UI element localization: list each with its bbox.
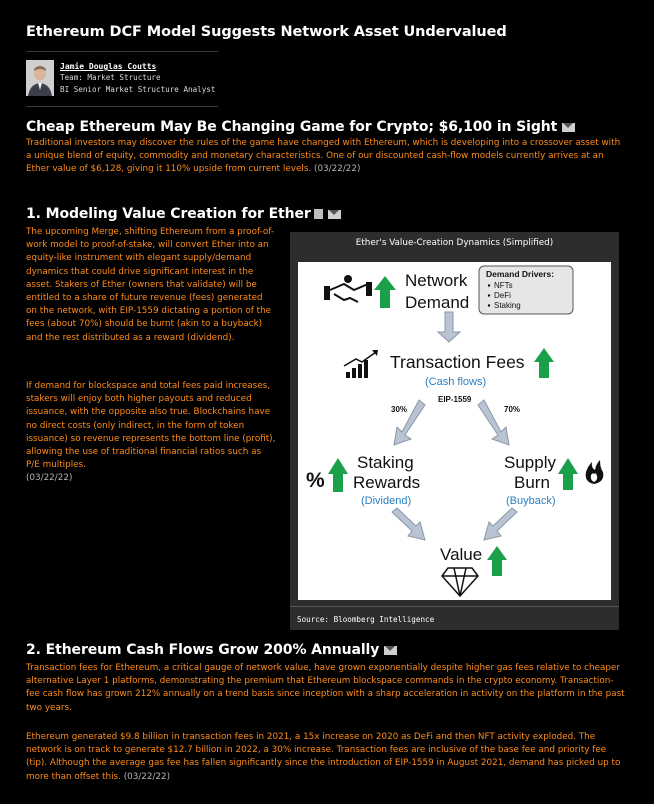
converge-right-arrow-icon: [484, 508, 517, 540]
bar-chart-icon: [344, 350, 378, 378]
headline-date: (03/22/22): [314, 164, 361, 175]
split-right-pct: 70%: [504, 405, 521, 414]
headline-title: Cheap Ethereum May Be Changing Game for Crypto; $6,100 in Sight: [26, 119, 575, 135]
network-demand-up-arrow-icon: [374, 276, 396, 308]
dividend-label: (Dividend): [361, 495, 412, 507]
section2-title: 2. Ethereum Cash Flows Grow 200% Annually: [26, 642, 397, 658]
supply-label-1: Supply: [504, 453, 556, 472]
supply-up-arrow-icon: [558, 458, 578, 490]
demand-driver-item: NFTs: [494, 281, 513, 290]
author-name-link[interactable]: Jamie Douglas Coutts: [60, 62, 157, 71]
title-divider: [26, 51, 218, 52]
value-creation-figure: [290, 232, 619, 630]
section1-title: 1. Modeling Value Creation for Ether: [26, 206, 341, 222]
handshake-icon: [324, 275, 372, 302]
section1-paragraph-1: The upcoming Merge, shifting Ethereum from a proof-of-work model to proof-of-stake, will convert Ether into an equity-like instrument with elegant supply/demand dynamics that could drive significant interest in the asset. Stakers of Ether (owners that validate) will be entitled to a share of future revenue (fees) generated on the network, with EIP-1559 dictating a portion of the fees (about 70%) should be burnt (akin to a buyback) and the rest distributed as a reward (dividend).: [26, 227, 275, 343]
cash-flows-label: (Cash flows): [425, 376, 487, 388]
demand-drivers-title: Demand Drivers:: [486, 269, 555, 279]
percent-icon: %: [306, 469, 325, 492]
converge-left-arrow-icon: [392, 508, 425, 540]
split-left-pct: 30%: [391, 405, 408, 414]
section2-paragraph-2: Ethereum generated $9.8 billion in transaction fees in 2021, a 15x increase on 2020 as DeFi and then NFT activity exploded. The network is on track to generate $12.7 billion in 2022, a 30% increase. Transaction fees are inclusive of the base fee and priority fee (tip). Although the average gas fee has fallen significantly since the introduction of EIP-1559 in August 2021, demand has picked up to more than offset this. (03/22/22): [26, 732, 621, 782]
figure-source: Source: Bloomberg Intelligence: [297, 615, 435, 624]
staking-up-arrow-icon: [328, 458, 348, 492]
section1-paragraph-2: If demand for blockspace and total fees paid increases, stakers will enjoy both higher payouts and reduced issuance, with the opposite also true. Blockchains have no direct costs (only indirect, in the form of token issuance) so revenue represents the bottom line (profit), allowing the use of traditional financial ratios such as P/E multiples. (03/22/22): [26, 381, 276, 484]
figure-source-divider: [290, 606, 619, 607]
network-demand-label-2: Demand: [405, 293, 470, 312]
section2-paragraph-1: Transaction fees for Ethereum, a critical gauge of network value, have grown exponentially despite higher gas fees relative to cheaper alternative Layer 1 platforms, demonstrating the premium that Ethereum blockspace commands in the crypto economy. Transaction-fee cash flow has grown 212% annually on a trend basis since inception with a sharp acceleration in activity on the platform in the past two years.: [26, 663, 625, 713]
page-title: Ethereum DCF Model Suggests Network Asset Undervalued: [26, 24, 507, 40]
avatar[interactable]: [26, 60, 54, 96]
network-demand-label-1: Network: [405, 271, 468, 290]
email-icon[interactable]: [384, 646, 397, 655]
demand-driver-item: DeFi: [494, 291, 511, 300]
diamond-icon: [442, 568, 478, 596]
figure-diagram: [298, 262, 611, 600]
buyback-label: (Buyback): [506, 495, 556, 507]
table-icon[interactable]: [314, 209, 323, 219]
eip-label: EIP-1559: [438, 395, 472, 404]
figure-title: Ether's Value-Creation Dynamics (Simplified): [355, 238, 554, 248]
author-block: [26, 60, 218, 100]
transaction-fees-label: Transaction Fees: [390, 352, 525, 372]
author-divider: [26, 106, 218, 107]
value-label: Value: [440, 545, 483, 564]
staking-label-2: Rewards: [353, 473, 421, 492]
email-icon[interactable]: [328, 210, 341, 219]
section2-date: (03/22/22): [123, 771, 171, 782]
fire-icon: [586, 460, 604, 484]
email-icon[interactable]: [562, 123, 575, 132]
author-role: BI Senior Market Structure Analyst: [60, 85, 216, 94]
demand-driver-item: Staking: [494, 301, 521, 310]
author-team: Team: Market Structure: [60, 73, 161, 82]
supply-label-2: Burn: [514, 473, 550, 492]
headline-summary: Traditional investors may discover the rules of the game have changed with Ethereum, which is developing into a crossover asset with a unique blend of equity, commodity and monetary characteristics. One of our discounted cash-flow models currently arrives at an Ether value of $6,128, giving it 110% upside from current levels. (03/22/22): [26, 138, 621, 175]
section1-date: (03/22/22): [26, 473, 73, 484]
staking-label-1: Staking: [357, 453, 414, 472]
flow-down-arrow-icon: [438, 312, 460, 342]
transaction-fees-up-arrow-icon: [534, 348, 554, 378]
value-up-arrow-icon: [487, 546, 507, 576]
